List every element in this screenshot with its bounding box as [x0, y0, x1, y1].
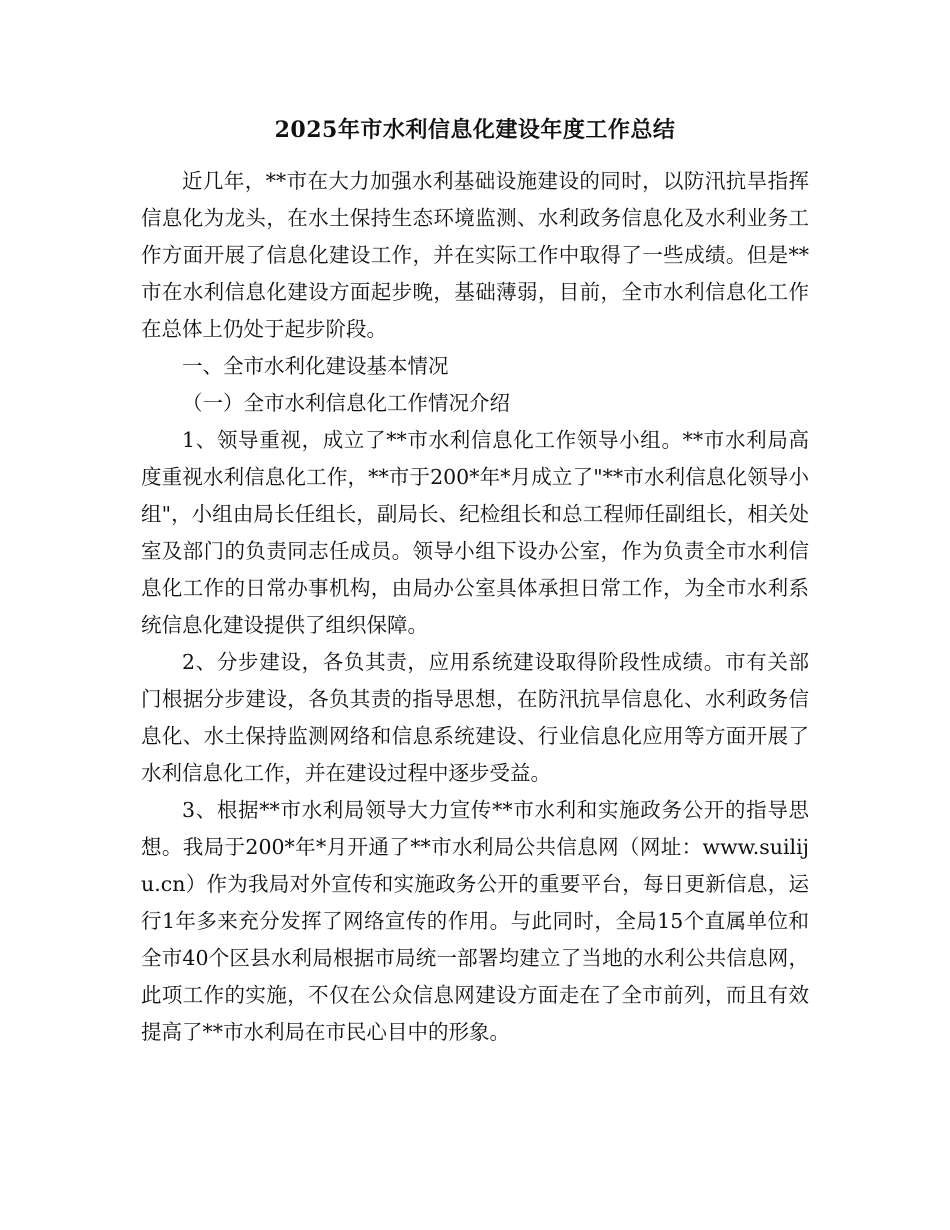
- paragraph-item-2: 2、分步建设，各负其责，应用系统建设取得阶段性成绩。市有关部门根据分步建设，各负其责的指导思想，在防汛抗旱信息化、水利政务信息化、水土保持监测网络和信息系统建设、行业信息化应用等方面开展了水利信息化工作，并在建设过程中逐步受益。: [141, 650, 809, 785]
- document-body: [141, 163, 809, 1051]
- document-title: 2025年市水利信息化建设年度工作总结: [274, 117, 676, 143]
- paragraph-intro: 近几年，**市在大力加强水利基础设施建设的同时，以防汛抗旱指挥信息化为龙头，在水土保持生态环境监测、水利政务信息化及水利业务工作方面开展了信息化建设工作，并在实际工作中取得了一些成绩。但是**市在水利信息化建设方面起步晚，基础薄弱，目前，全市水利信息化工作在总体上仍处于起步阶段。: [141, 169, 809, 341]
- section-heading-1: 一、全市水利化建设基本情况: [182, 354, 449, 378]
- paragraph-item-1: 1、领导重视，成立了**市水利信息化工作领导小组。**市水利局高度重视水利信息化工作，**市于200*年*月成立了"**市水利信息化领导小组"，小组由局长任组长，副局长、纪检组长和总工程师任副组长，相关处室及部门的负责同志任成员。领导小组下设办公室，作为负责全市水利信息化工作的日常办事机构，由局办公室具体承担日常工作，为全市水利系统信息化建设提供了组织保障。: [141, 428, 809, 637]
- subsection-heading-1: （一）全市水利信息化工作情况介绍: [182, 391, 510, 415]
- paragraph-item-3: 3、根据**市水利局领导大力宣传**市水利和实施政务公开的指导思想。我局于200*年*月开通了**市水利局公共信息网（网址：www.suiliju.cn）作为我局对外宣传和实施政务公开的重要平台，每日更新信息，运行1年多来充分发挥了网络宣传的作用。与此同时，全局15个直属单位和全市40个区县水利局根据市局统一部署均建立了当地的水利公共信息网，此项工作的实施，不仅在公众信息网建设方面走在了全市前列，而且有效提高了**市水利局在市民心目中的形象。: [141, 798, 809, 1044]
